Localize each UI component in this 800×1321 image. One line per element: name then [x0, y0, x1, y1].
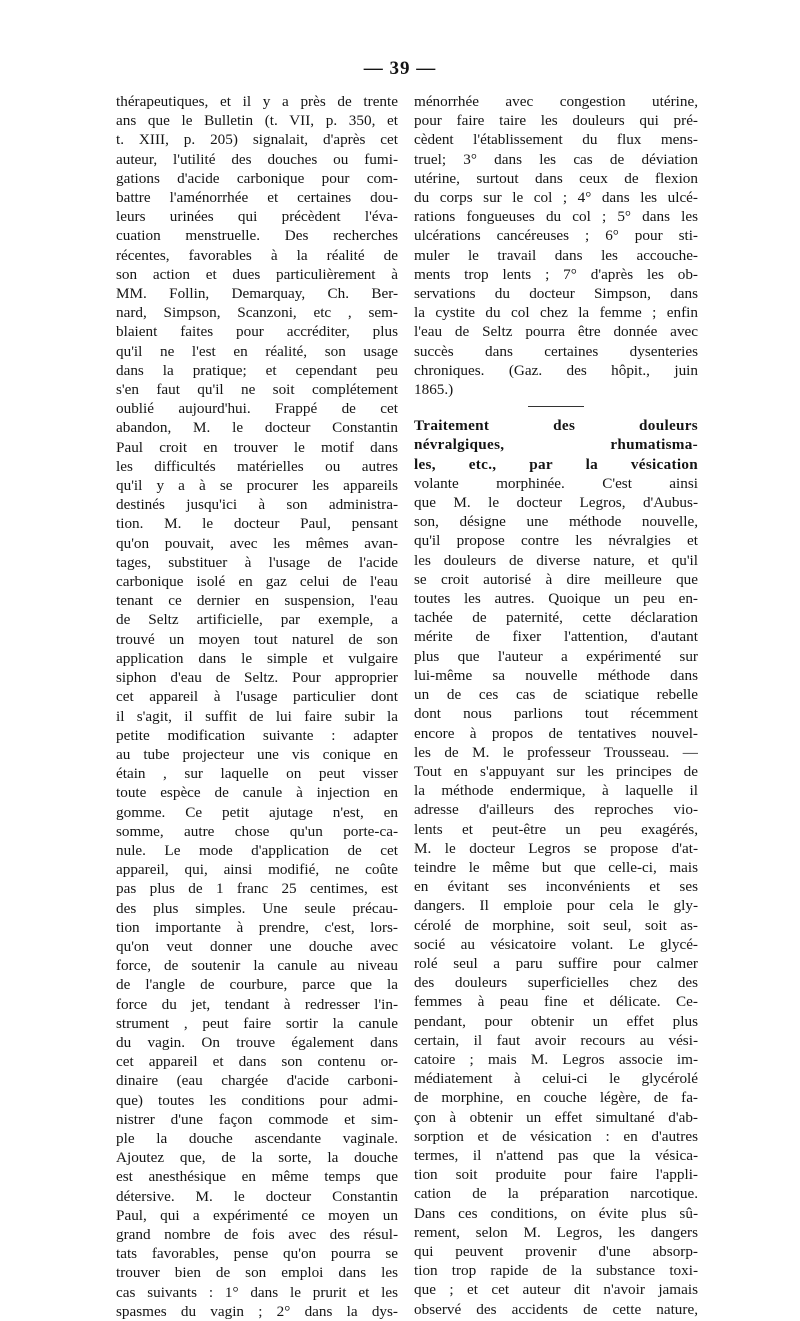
- text-line: tages, substituer à l'usage de l'acide: [116, 553, 398, 571]
- text-line: certain, il faut avoir recours au vési-: [414, 1031, 698, 1049]
- text-line: servations du docteur Simpson, dans: [414, 285, 698, 303]
- text-line: ments trop lents ; 7° d'après les ob-: [414, 265, 698, 283]
- text-line: t. XIII, p. 205) signalait, d'après cet: [116, 131, 398, 149]
- text-line: Dans ces conditions, on évite plus sû-: [414, 1204, 698, 1222]
- text-line: ulcérations cancéreuses ; 6° pour sti-: [414, 227, 698, 245]
- text-line: destinés jusqu'ici à son administra-: [116, 496, 398, 514]
- text-line: Ajoutez que, de la sorte, la douche: [116, 1149, 398, 1167]
- right-column-top-text: [414, 92, 698, 399]
- text-line: encore à propos de tentatives nouvel-: [414, 724, 698, 742]
- section-divider: [528, 406, 584, 407]
- text-line: tion soit produite pour faire l'appli-: [414, 1166, 698, 1184]
- text-line: en évitant ses inconvénients et ses: [414, 878, 698, 896]
- text-line: rations fongueuses du col ; 5° dans les: [414, 208, 698, 226]
- text-line: de Seltz artificielle, par exemple, a: [116, 611, 398, 629]
- text-line: strument , peut faire sortir la canule: [116, 1014, 398, 1032]
- text-line: les de M. le professeur Trousseau. —: [414, 743, 698, 761]
- text-line: névralgiques, rhumatisma-: [414, 436, 698, 454]
- text-line: force du jet, tendant à redresser l'in-: [116, 995, 398, 1013]
- text-line: ans que le Bulletin (t. VII, p. 350, et: [116, 112, 398, 130]
- text-line: çon à obtenir un effet simultané d'ab-: [414, 1108, 698, 1126]
- text-line: cèdent l'établissement du flux mens-: [414, 131, 698, 149]
- text-line: dangers. Il emploie pour cela le gly-: [414, 897, 698, 915]
- text-line: gations d'acide carbonique pour com-: [116, 169, 398, 187]
- text-line: application dans le simple et vulgaire: [116, 649, 398, 667]
- text-line: l'eau de Seltz pourra être donnée avec: [414, 323, 698, 341]
- text-line: les difficultés matérielles ou autres: [116, 457, 398, 475]
- right-column: [414, 92, 698, 1319]
- text-line: est anesthésique en même temps que: [116, 1168, 398, 1186]
- text-line: les douleurs de diverse nature, et qu'il: [414, 551, 698, 569]
- text-line: siphon d'eau de Seltz. Pour approprier: [116, 669, 398, 687]
- text-line: carbonique isolé en gaz celui de l'eau: [116, 573, 398, 591]
- right-column-body-text: [414, 474, 698, 1319]
- text-line: Traitement des douleurs: [414, 417, 698, 435]
- text-line: qu'il y a à se procurer les appareils: [116, 477, 398, 495]
- text-line: nule. Le mode d'application de cet: [116, 841, 398, 859]
- text-line: se croit autorisé à dire meilleure que: [414, 570, 698, 588]
- text-line: cuation menstruelle. Des recherches: [116, 227, 398, 245]
- text-line: de l'angle de courbure, parce que la: [116, 976, 398, 994]
- text-line: tats favorables, pense qu'on pourra se: [116, 1245, 398, 1263]
- text-line: tion trop rapide de la substance toxi-: [414, 1262, 698, 1280]
- text-line: tion. M. le docteur Paul, pensant: [116, 515, 398, 533]
- text-line: au tube projecteur une vis conique en: [116, 745, 398, 763]
- text-line: appareil, qui, ainsi modifié, ne coûte: [116, 861, 398, 879]
- text-line: trouvé un moyen tout naturel de son: [116, 630, 398, 648]
- text-line: qu'on veut donner une douche avec: [116, 937, 398, 955]
- text-line: ménorrhée avec congestion utérine,: [414, 93, 698, 110]
- text-line: gomme. Ce petit ajutage n'est, en: [116, 803, 398, 821]
- text-line: teindre le même but que celle-ci, mais: [414, 858, 698, 876]
- text-line: observé des accidents de cette nature,: [414, 1300, 698, 1318]
- text-line: nard, Simpson, Scanzoni, etc , sem-: [116, 304, 398, 322]
- text-line: cation de la préparation narcotique.: [414, 1185, 698, 1203]
- text-line: lents et peut-être un peu exagérés,: [414, 820, 698, 838]
- text-line: rolé seul a paru suffire pour calmer: [414, 954, 698, 972]
- text-line: son, désigne une méthode nouvelle,: [414, 513, 698, 531]
- text-line: son action et dues particulièrement à: [116, 265, 398, 283]
- text-line: MM. Follin, Demarquay, Ch. Ber-: [116, 285, 398, 303]
- text-line: la méthode endermique, à laquelle il: [414, 782, 698, 800]
- text-line: il s'agit, il suffit de lui faire subir la: [116, 707, 398, 725]
- text-line: cet appareil à l'usage particulier dont: [116, 688, 398, 706]
- text-line: cet appareil et dans son contenu or-: [116, 1053, 398, 1071]
- text-line: adresse d'ailleurs des reproches vio-: [414, 801, 698, 819]
- text-line: termes, il n'attend pas que la vésica-: [414, 1146, 698, 1164]
- text-line: que ; et cet auteur dit n'avoir jamais: [414, 1281, 698, 1299]
- text-line: muler le travail dans les accouche-: [414, 246, 698, 264]
- text-line: petite modification suivante : adapter: [116, 726, 398, 744]
- text-line: des plus simples. Une seule précau-: [116, 899, 398, 917]
- page-number: — 39 —: [363, 58, 437, 79]
- text-line: blaient faites pour accréditer, plus: [116, 323, 398, 341]
- text-line: de morphine, en couche légère, de fa-: [414, 1089, 698, 1107]
- text-line: tachée de paternité, cette déclaration: [414, 609, 698, 627]
- text-line: spasmes du vagin ; 2° dans la dys-: [116, 1302, 398, 1320]
- text-line: la cystite du col chez la femme ; enfin: [414, 304, 698, 322]
- text-line: cas suivants : 1° dans le prurit et les: [116, 1283, 398, 1301]
- text-line: Tout en s'appuyant sur les principes de: [414, 762, 698, 780]
- text-line: 1865.): [414, 381, 454, 399]
- text-line: des douleurs superficielles chez des: [414, 974, 698, 992]
- text-line: Paul croit en trouver le motif dans: [116, 438, 398, 456]
- text-line: trouver bien de son emploi dans les: [116, 1264, 398, 1282]
- text-line: cérolé de morphine, soit seul, soit as-: [414, 916, 698, 934]
- text-line: les, etc., par la vésication: [414, 455, 698, 473]
- text-line: récentes, favorables à la réalité de: [116, 246, 398, 264]
- text-line: détersive. M. le docteur Constantin: [116, 1187, 398, 1205]
- text-line: que M. le docteur Legros, d'Aubus-: [414, 494, 698, 512]
- text-line: du corps sur le col ; 4° dans les ulcé-: [414, 189, 698, 207]
- text-line: lui-même sa nouvelle méthode dans: [414, 666, 698, 684]
- text-line: chroniques. (Gaz. des hôpit., juin: [414, 361, 698, 379]
- text-line: grand nombre de fois avec des résul-: [116, 1225, 398, 1243]
- text-line: pas plus de 1 franc 25 centimes, est: [116, 880, 398, 898]
- text-line: ple la douche ascendante vaginale.: [116, 1129, 398, 1147]
- text-line: auteur, l'utilité des douches ou fumi-: [116, 150, 398, 168]
- text-line: M. le docteur Legros se propose d'at-: [414, 839, 698, 857]
- text-line: qu'il propose contre les névralgies et: [414, 532, 698, 550]
- text-line: force, de soutenir la canule au niveau: [116, 957, 398, 975]
- text-line: battre l'aménorrhée et certaines dou-: [116, 189, 398, 207]
- text-line: tenant ce dernier en suspension, l'eau: [116, 592, 398, 610]
- text-line: qu'il ne l'est en réalité, son usage: [116, 342, 398, 360]
- text-line: tion importante à prendre, c'est, lors-: [116, 918, 398, 936]
- text-line: s'en faut qu'il ne soit complétement: [116, 381, 398, 399]
- text-line: thérapeutiques, et il y a près de trente: [116, 93, 398, 110]
- text-line: truel; 3° dans les cas de déviation: [414, 150, 698, 168]
- text-line: un de ces cas de sciatique rebelle: [414, 686, 698, 704]
- text-line: toute espèce de canule à injection en: [116, 784, 398, 802]
- text-line: dinaire (eau chargée d'acide carboni-: [116, 1072, 398, 1090]
- text-line: abandon, M. le docteur Constantin: [116, 419, 398, 437]
- section-heading: [414, 416, 698, 474]
- left-column: [116, 92, 398, 1321]
- text-line: nistrer d'une façon commode et sim-: [116, 1110, 398, 1128]
- text-line: rement, selon M. Legros, les dangers: [414, 1223, 698, 1241]
- text-line: toutes les autres. Quoique un peu en-: [414, 590, 698, 608]
- text-line: du vagin. On trouve également dans: [116, 1033, 398, 1051]
- text-line: femmes à peau fine et délicate. Ce-: [414, 993, 698, 1011]
- text-line: sorption et de vésication : en d'autres: [414, 1127, 698, 1145]
- text-line: pour faire taire les douleurs qui pré-: [414, 112, 698, 130]
- text-line: mérite de fixer l'attention, d'autant: [414, 628, 698, 646]
- text-line: pendant, pour obtenir un effet plus: [414, 1012, 698, 1030]
- text-line: dans la pratique; et cependant peu: [116, 361, 398, 379]
- text-line: que) toutes les conditions pour admi-: [116, 1091, 398, 1109]
- text-line: médiatement à celui-ci le glycérolé: [414, 1070, 698, 1088]
- text-line: catoire ; mais M. Legros associe im-: [414, 1050, 698, 1068]
- text-line: Paul, qui a expérimenté ce moyen un: [116, 1206, 398, 1224]
- text-line: succès dans certaines dysenteries: [414, 342, 698, 360]
- text-line: leurs urinées qui précèdent l'éva-: [116, 208, 398, 226]
- text-line: socié au vésicatoire volant. Le glycé-: [414, 935, 698, 953]
- text-line: étain , sur laquelle on peut visser: [116, 765, 398, 783]
- text-line: utérine, surtout dans ceux de flexion: [414, 169, 698, 187]
- text-line: volante morphinée. C'est ainsi: [414, 474, 698, 492]
- text-line: dont nous parlions tout récemment: [414, 705, 698, 723]
- text-line: oublié aujourd'hui. Frappé de cet: [116, 400, 398, 418]
- text-line: somme, autre chose qu'un porte-ca-: [116, 822, 398, 840]
- text-line: plus que l'auteur a expérimenté sur: [414, 647, 698, 665]
- text-line: qu'on pouvait, avec les mêmes avan-: [116, 534, 398, 552]
- text-line: qui peuvent provenir d'une absorp-: [414, 1242, 698, 1260]
